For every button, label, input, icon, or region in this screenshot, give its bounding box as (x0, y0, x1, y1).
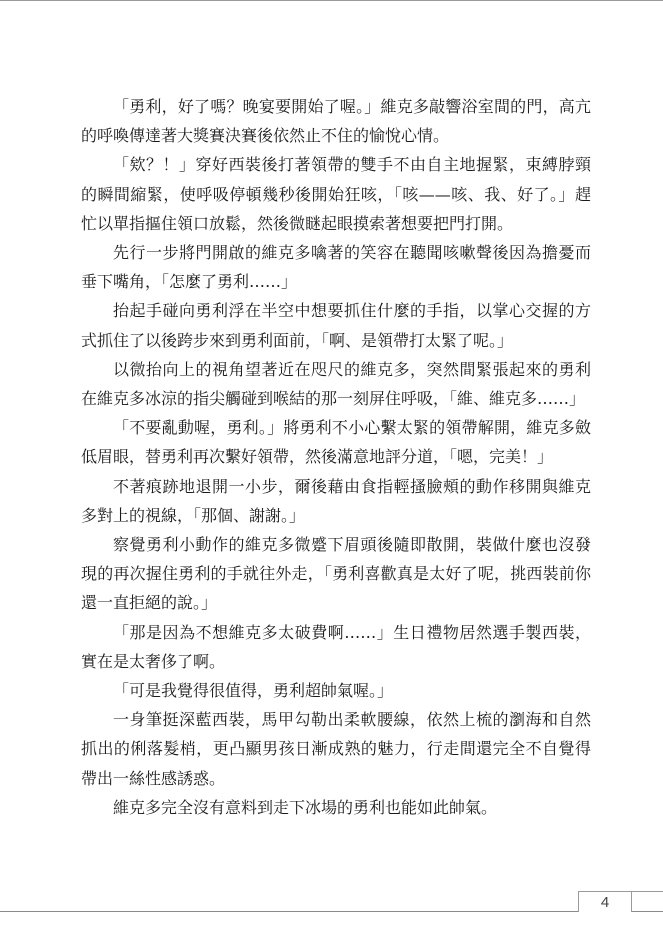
footer-tab-line (631, 891, 663, 892)
paragraph: 察覺勇利小動作的維克多微蹙下眉頭後隨即散開，裝做什麼也沒發現的再次握住勇利的手就往外走，「勇利喜歡真是太好了呢，挑西裝前你還一直拒絕的說。」 (81, 535, 591, 613)
footer-rule (0, 911, 663, 912)
paragraph: 「可是我覺得很值得，勇利超帥氣喔。」 (113, 681, 394, 701)
paragraph: 一身筆挺深藍西裝，馬甲勾勒出柔軟腰線，依然上梳的瀏海和自然抓出的俐落髮梢，更凸顯男孩日漸成熟的魅力，行走間還完全不自覺得帶出一絲性感誘惑。 (81, 710, 591, 788)
paragraph: 「不要亂動喔，勇利。」將勇利不小心繫太緊的領帶解開，維克多斂低眉眼，替勇利再次繫好領帶，然後滿意地評分道，「嗯，完美！」 (81, 418, 591, 467)
paragraph: 以微抬向上的視角望著近在咫尺的維克多，突然間緊張起來的勇利在維克多冰涼的指尖觸碰到喉結的那一刻屏住呼吸，「維、維克多……」 (81, 359, 591, 409)
page-number: 4 (578, 891, 632, 912)
paragraph: 維克多完全沒有意料到走下冰場的勇利也能如此帥氣。 (113, 797, 498, 817)
paragraph: 「那是因為不想維克多太破費啊……」生日禮物居然選手製西裝，實在是太奢侈了啊。 (81, 622, 591, 671)
paragraph: 「勇利，好了嗎？晚宴要開始了喔。」維克多敲響浴室間的門，高亢的呼喚傳達著大獎賽決賽後依然止不住的愉悅心情。 (81, 97, 591, 146)
paragraph: 先行一步將門開啟的維克多噙著的笑容在聽聞咳嗽聲後因為擔憂而垂下嘴角，「怎麼了勇利……」 (81, 243, 591, 292)
document-body (81, 92, 591, 822)
top-border-line (0, 0, 663, 1)
paragraph: 不著痕跡地退開一小步，爾後藉由食指輕搔臉頰的動作移開與維克多對上的視線，「那個、謝謝。」 (81, 476, 591, 525)
paragraph: 「欸？！」穿好西裝後打著領帶的雙手不由自主地握緊，束縛脖頸的瞬間縮緊，使呼吸停頓幾秒後開始狂咳，「咳——咳、我、好了。」趕忙以單指摳住領口放鬆，然後微瞇起眼摸索著想要把門打開。 (81, 155, 591, 233)
paragraph: 抬起手碰向勇利浮在半空中想要抓住什麼的手指，以掌心交握的方式抓住了以後跨步來到勇利面前，「啊、是領帶打太緊了呢。」 (81, 301, 591, 350)
